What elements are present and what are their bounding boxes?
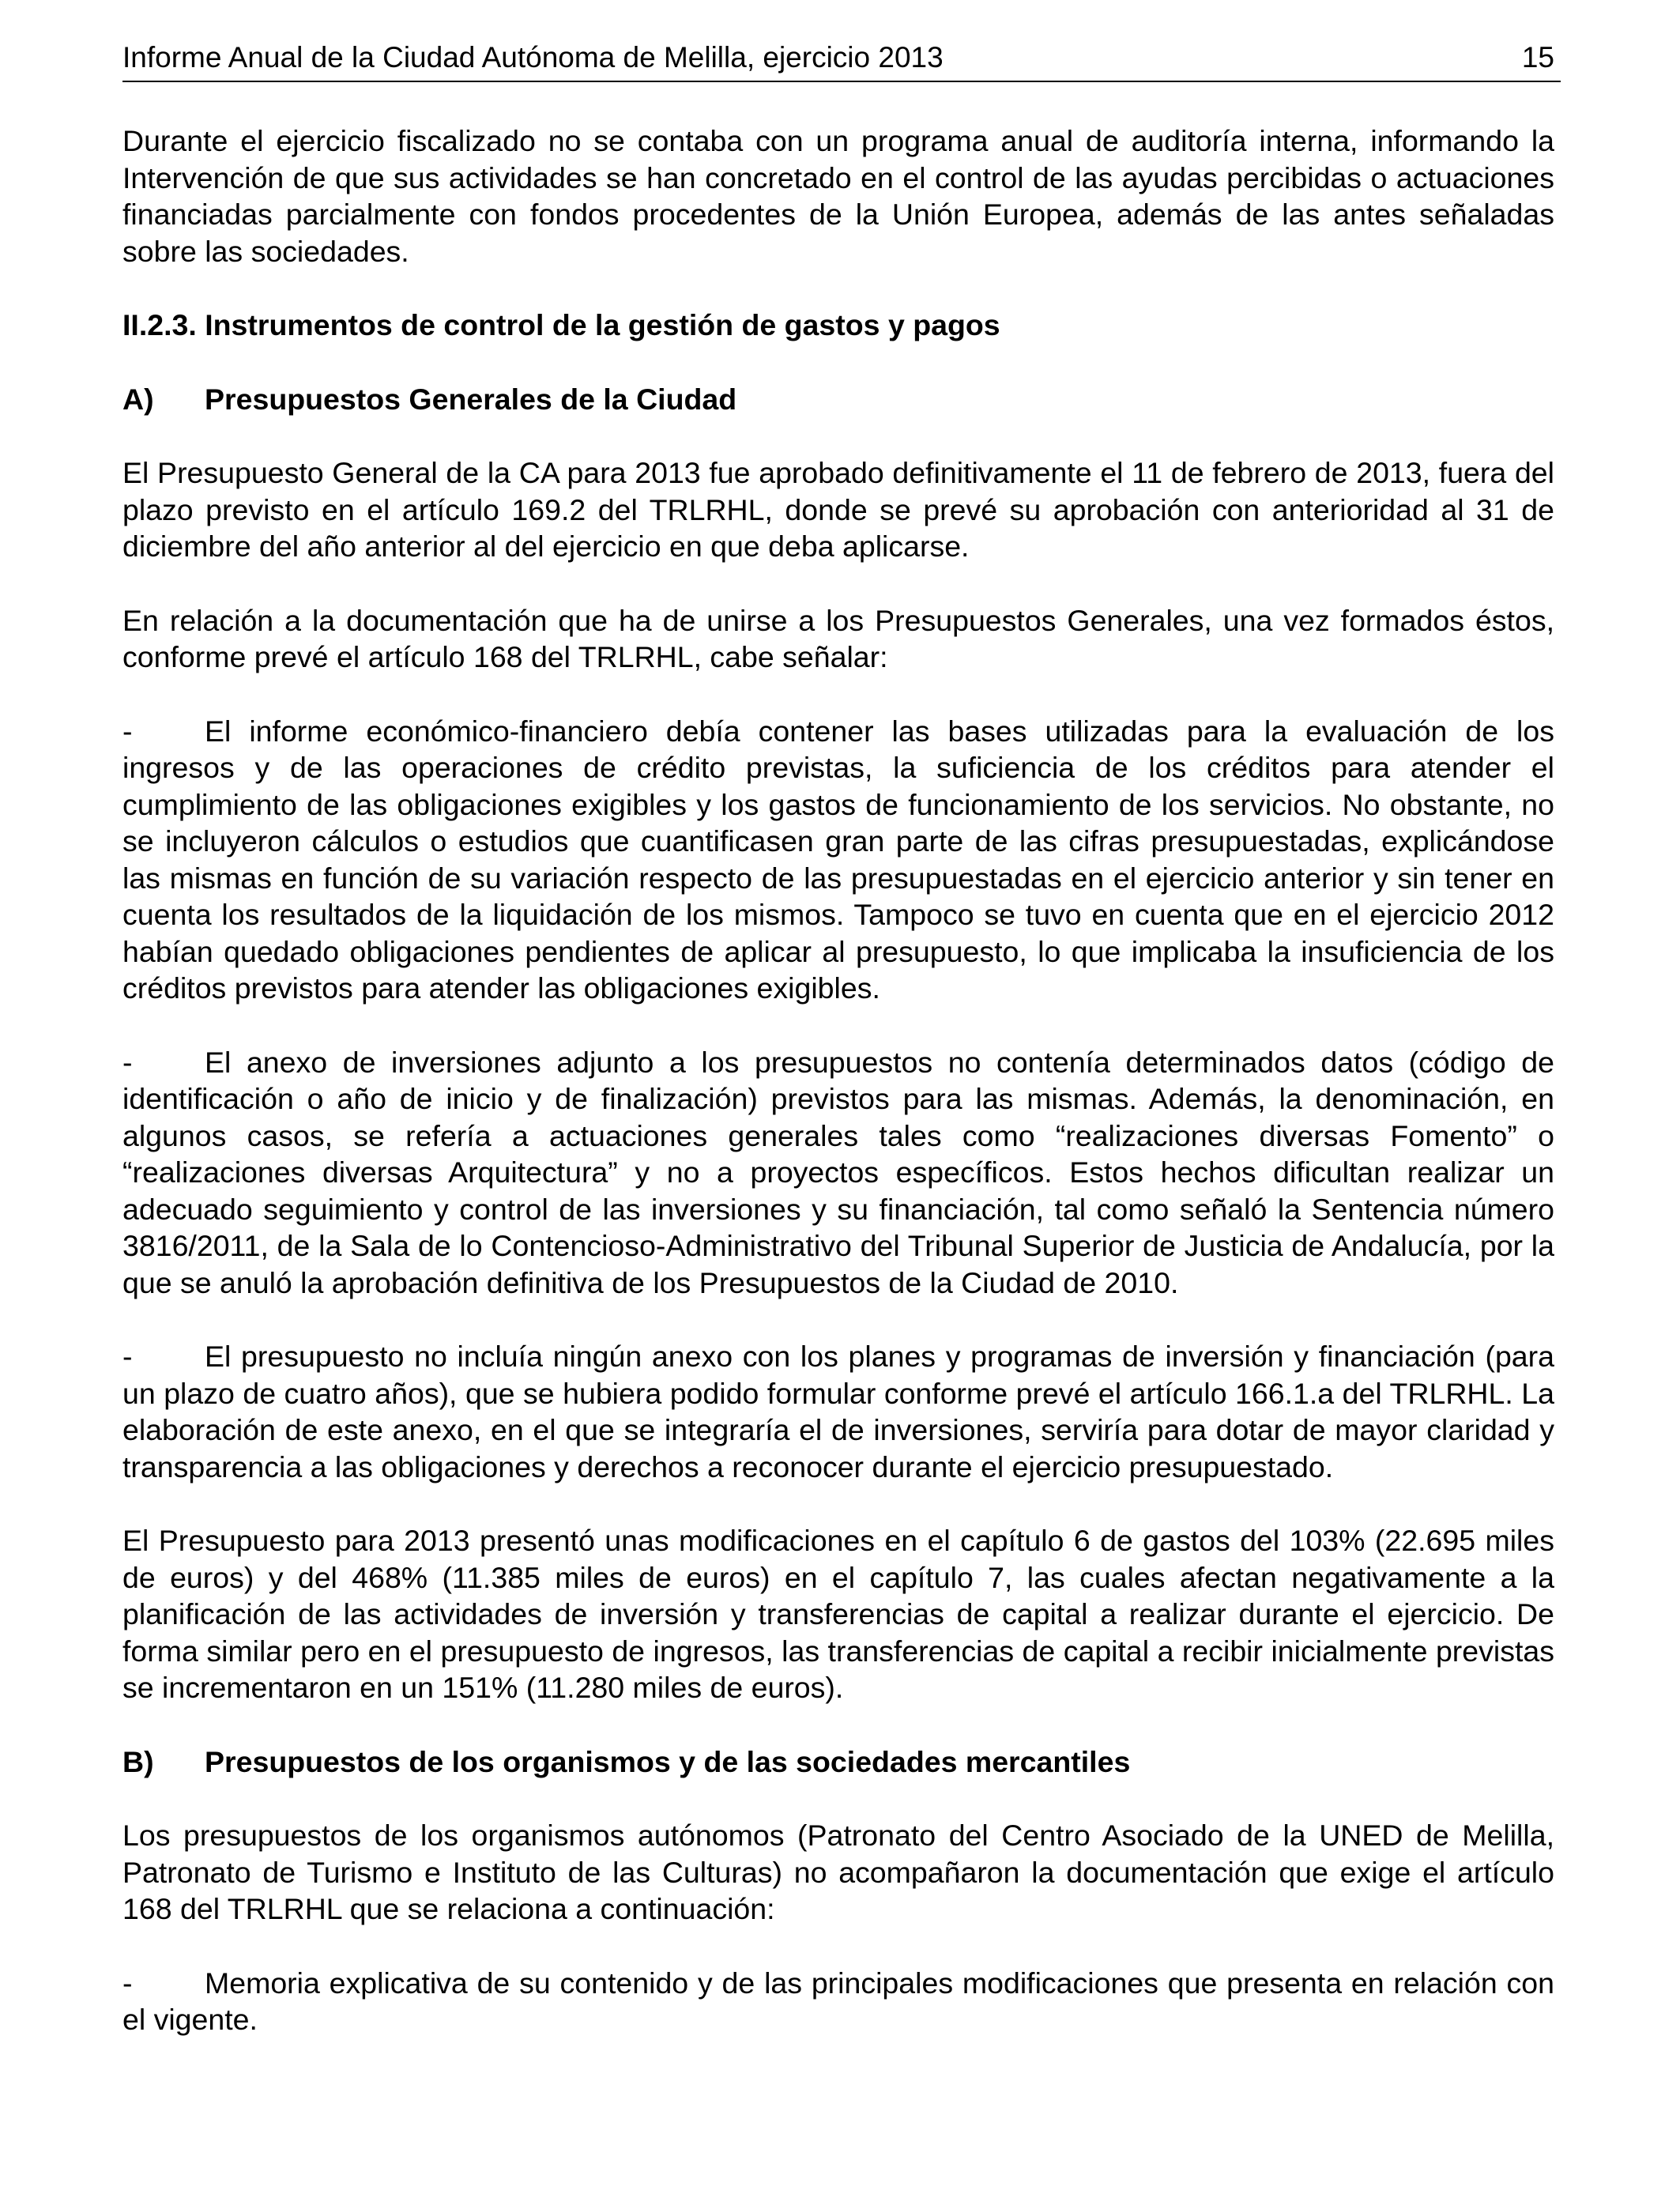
subsection-a-title: Presupuestos Generales de la Ciudad — [205, 382, 737, 416]
page-header — [122, 40, 1561, 82]
subsection-a-label: A) — [122, 382, 154, 416]
page-number: 15 — [1521, 41, 1554, 74]
paragraph-approval: El Presupuesto General de la CA para 2013 fue aprobado definitivamente el 11 de febrero de 2013, fuera del plazo previsto en el artículo 169.2 del TRLRHL, donde se prevé su aprobación con anterioridad al 31 de diciembre del año anterior al del ejercicio en que deba aplicarse. — [122, 456, 1554, 563]
bullet-dash: - — [122, 1340, 133, 1373]
header-title: Informe Anual de la Ciudad Autónoma de Melilla, ejercicio 2013 — [122, 41, 944, 74]
bullet-text: El informe económico-financiero debía contener las bases utilizadas para la evaluación de los ingresos y de las operaciones de crédito previstas, la suficiencia de los créditos para atender el cumplimiento de las obligaciones exigibles y los gastos de funcionamiento de los servicios. No obstante, no se incluyeron cálculos o estudios que cuantificasen gran parte de las cifras presupuestadas, explicándose las mismas en función de su variación respecto de las presupuestadas en el ejercicio anterior y sin tener en cuenta los resultados de la liquidación de los mismos. Tampoco se tuvo en cuenta que en el ejercicio 2012 habían quedado obligaciones pendientes de aplicar al presupuesto, lo que implicaba la insuficiencia de los créditos previstos para atender las obligaciones exigibles. — [122, 714, 1554, 1005]
list-item — [122, 1965, 1554, 2038]
paragraph-modifications: El Presupuesto para 2013 presentó unas modificaciones en el capítulo 6 de gastos del 103% (22.695 miles de euros) y del 468% (11.385 miles de euros) en el capítulo 7, las cuales afectan negativamente a la planificación de las actividades de inversión y transferencias de capital a realizar durante el ejercicio. De forma similar pero en el presupuesto de ingresos, las transferencias de capital a recibir inicialmente previstas se incrementaron en un 151% (11.280 miles de euros). — [122, 1524, 1554, 1704]
paragraph-documentation: En relación a la documentación que ha de unirse a los Presupuestos Generales, una vez formados éstos, conforme prevé el artículo 168 del TRLRHL, cabe señalar: — [122, 603, 1554, 673]
intro-paragraph: Durante el ejercicio fiscalizado no se contaba con un programa anual de auditoría interna, informando la Intervención de que sus actividades se han concretado en el control de las ayudas percibidas o actuaciones financiadas parcialmente con fondos procedentes de la Unión Europea, además de las antes señaladas sobre las sociedades. — [122, 124, 1554, 268]
bullet-dash: - — [122, 1045, 133, 1079]
subsection-b-heading — [122, 1744, 1554, 1781]
list-item — [122, 713, 1554, 1007]
bullet-text: El presupuesto no incluía ningún anexo con los planes y programas de inversión y financiación (para un plazo de cuatro años), que se hubiera podido formular conforme prevé el artículo 166.1.a del TRLRHL. La elaboración de este anexo, en el que se integraría el de inversiones, serviría para dotar de mayor claridad y transparencia a las obligaciones y derechos a reconocer durante el ejercicio presupuestado. — [122, 1340, 1554, 1483]
section-heading: II.2.3. Instrumentos de control de la gestión de gastos y pagos — [122, 308, 1000, 341]
subsection-b-title: Presupuestos de los organismos y de las sociedades mercantiles — [205, 1744, 1131, 1778]
bullet-dash: - — [122, 1966, 133, 2000]
list-item — [122, 1338, 1554, 1485]
list-item — [122, 1044, 1554, 1302]
paragraph-organisms: Los presupuestos de los organismos autónomos (Patronato del Centro Asociado de la UNED de Melilla, Patronato de Turismo e Instituto de las Culturas) no acompañaron la documentación que exige el artículo 168 del TRLRHL que se relaciona a continuación: — [122, 1819, 1554, 1925]
bullet-text: El anexo de inversiones adjunto a los presupuestos no contenía determinados datos (código de identificación o año de inicio y de finalización) previstos para las mismas. Además, la denominación, en algunos casos, se refería a actuaciones generales tales como “realizaciones diversas Fomento” o “realizaciones diversas Arquitectura” y no a proyectos específicos. Estos hechos dificultan realizar un adecuado seguimiento y control de las inversiones y su financiación, tal como señaló la Sentencia número 3816/2011, de la Sala de lo Contencioso-Administrativo del Tribunal Superior de Justicia de Andalucía, por la que se anuló la aprobación definitiva de los Presupuestos de la Ciudad de 2010. — [122, 1045, 1554, 1299]
subsection-b-label: B) — [122, 1744, 154, 1778]
bullet-dash: - — [122, 714, 133, 748]
document-body — [122, 123, 1554, 2075]
bullet-text: Memoria explicativa de su contenido y de las principales modificaciones que presenta en relación con el vigente. — [122, 1966, 1554, 2036]
subsection-a-heading — [122, 381, 1554, 418]
